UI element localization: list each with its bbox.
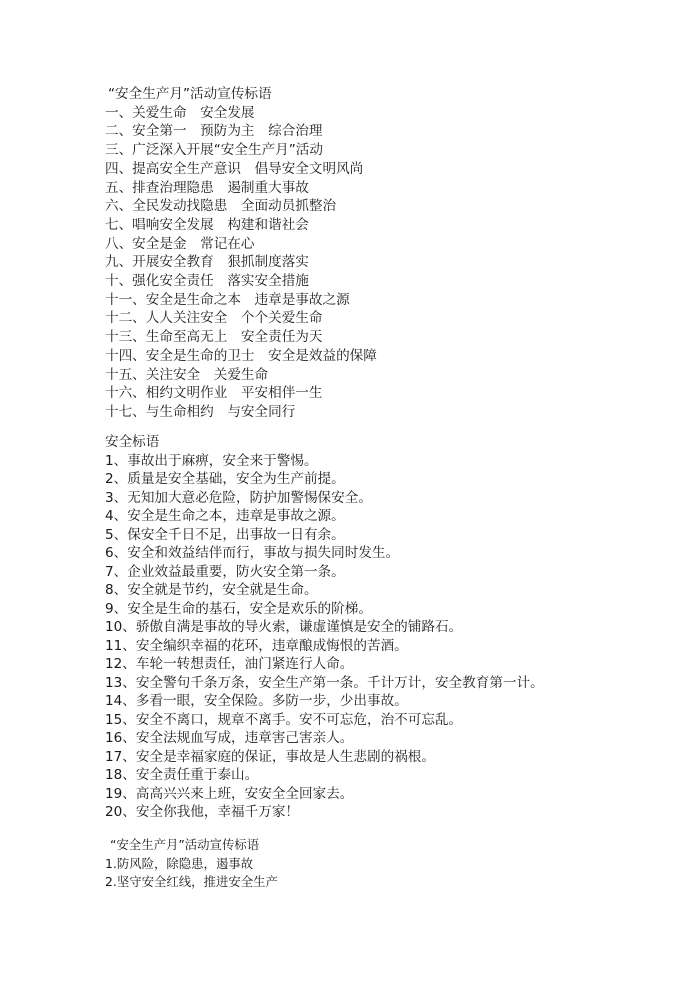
- slogan-item: 十六、相约文明作业 平安相伴一生: [105, 385, 323, 402]
- slogan-item: 十、强化安全责任 落实安全措施: [105, 273, 309, 290]
- slogan-item: 7、企业效益最重要，防火安全第一条。: [105, 563, 345, 580]
- safety-slogans-section: [105, 433, 544, 822]
- slogan-item: 14、多看一眼，安全保险。多防一步，少出事故。: [105, 693, 408, 709]
- slogan-item: 11、安全编织幸福的花环，违章酿成悔恨的苦酒。: [105, 637, 408, 654]
- slogan-item: 十四、安全是生命的卫士 安全是效益的保障: [105, 347, 377, 364]
- slogan-item: 十二、人人关注安全 个个关爱生命: [105, 310, 323, 327]
- slogan-item: 十五、关注安全 关爱生命: [105, 366, 269, 383]
- slogan-item: 十七、与生命相约 与安全同行: [105, 403, 296, 420]
- slogan-item: 二、安全第一 预防为主 综合治理: [105, 123, 323, 140]
- slogan-item: 十一、安全是生命之本 违章是事故之源: [105, 291, 350, 308]
- slogan-item: 4、安全是生命之本，违章是事故之源。: [105, 508, 345, 524]
- slogan-item: 15、安全不离口，规章不离手。安不可忘危，治不可忘乱。: [105, 711, 463, 728]
- section-title: “安全生产月”活动宣传标语: [108, 86, 272, 102]
- safety-month-slogans-section: [105, 85, 377, 422]
- slogan-item: 三、广泛深入开展“安全生产月”活动: [105, 142, 323, 159]
- slogan-item: 10、骄傲自满是事故的导火索，谦虚谨慎是安全的铺路石。: [105, 619, 463, 635]
- slogan-item: 一、关爱生命 安全发展: [105, 104, 255, 121]
- slogan-item: 20、安全你我他，幸福千万家！: [105, 804, 300, 820]
- slogan-item: 九、开展安全教育 狠抓制度落实: [105, 254, 309, 271]
- slogan-item: 1、事故出于麻痹，安全来于警惕。: [105, 452, 318, 469]
- slogan-item: 8、安全就是节约，安全就是生命。: [105, 582, 318, 598]
- slogan-item: 四、提高安全生产意识 倡导安全文明风尚: [105, 160, 364, 177]
- section-title: “安全生产月”活动宣传标语: [110, 837, 260, 852]
- slogan-item: 六、全民发动找隐患 全面动员抓整治: [105, 198, 337, 215]
- slogan-item: 6、安全和效益结伴而行，事故与损失同时发生。: [105, 545, 400, 561]
- slogan-item: 五、排查治理隐患 遏制重大事故: [105, 179, 309, 196]
- slogan-item: 16、安全法规血写成，违章害己害亲人。: [105, 730, 354, 746]
- slogan-item: 17、安全是幸福家庭的保证，事故是人生悲剧的祸根。: [105, 748, 435, 765]
- slogan-item: 八、安全是金 常记在心: [105, 235, 255, 252]
- slogan-item: 5、保安全千日不足，出事故一日有余。: [105, 526, 345, 543]
- slogan-item: 12、车轮一转想责任，油门紧连行人命。: [105, 656, 354, 672]
- slogan-item: 18、安全责任重于泰山。: [105, 767, 259, 783]
- slogan-item: 2、质量是安全基础，安全为生产前提。: [105, 471, 345, 487]
- safety-month-slogans-section-2: [105, 836, 278, 892]
- section-title: 安全标语: [105, 434, 160, 450]
- slogan-item: 七、唱响安全发展 构建和谐社会: [105, 216, 309, 233]
- slogan-item: 13、安全警句千条万条，安全生产第一条。千计万计，安全教育第一计。: [105, 674, 544, 691]
- slogan-item: 2.坚守安全红线，推进安全生产: [105, 874, 278, 889]
- slogan-item: 9、安全是生命的基石，安全是欢乐的阶梯。: [105, 600, 372, 617]
- slogan-item: 19、高高兴兴来上班，安安全全回家去。: [105, 785, 354, 802]
- slogan-item: 十三、生命至高无上 安全责任为天: [105, 329, 323, 346]
- slogan-item: 3、无知加大意必危险，防护加警惕保安全。: [105, 489, 372, 506]
- slogan-item: 1.防风险，除隐患，遏事故: [105, 855, 254, 871]
